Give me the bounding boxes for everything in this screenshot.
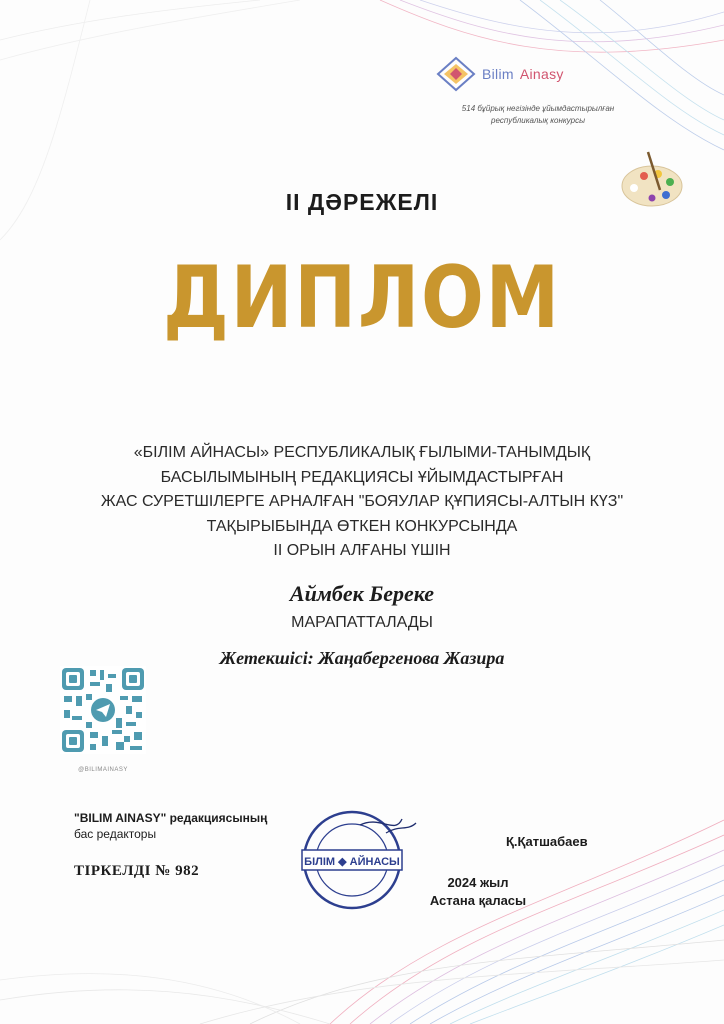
logo-text <box>482 66 564 82</box>
issue-city: Астана қаласы <box>429 893 527 908</box>
supervisor-name: Жетекшісі: Жаңабергенова Жазира <box>219 648 505 668</box>
diploma-degree: II ДӘРЕЖЕЛІ <box>285 189 439 215</box>
qr-code[interactable] <box>60 666 146 754</box>
award-description-line: II ОРЫН АЛҒАНЫ ҮШІН <box>273 542 451 559</box>
qr-caption: @BILIMAINASY <box>78 767 128 773</box>
chief-editor-title <box>74 810 267 842</box>
registration-number: ТІРКЕЛДІ № 982 <box>74 863 200 879</box>
award-description-line: ЖАС СУРЕТШІЛЕРГЕ АРНАЛҒАН "БОЯУЛАР ҚҰПИЯСЫ-АЛТЫН КҮЗ" <box>100 493 624 510</box>
bilim-ainasy-logo <box>436 56 564 92</box>
contest-note-line: республикалық конкурсы <box>491 116 585 125</box>
issue-year: 2024 жыл <box>447 875 509 890</box>
chief-editor-title-line: "BILIM AINASY" редакциясының <box>74 811 268 825</box>
official-stamp <box>290 805 420 915</box>
award-description-line: ТАҚЫРЫБЫНДА ӨТКЕН КОНКУРСЫНДА <box>206 517 518 535</box>
awardee-name: Аймбек Береке <box>289 581 435 606</box>
award-description <box>40 441 684 564</box>
chief-editor-title-line: бас редакторы <box>74 827 157 841</box>
logo-word-ainasy: Ainasy <box>519 66 564 82</box>
diploma-title: ДИПЛОМ <box>163 248 561 348</box>
contest-note-line: 514 бұйрық негізінде ұйымдастырылған <box>461 104 615 113</box>
date-place <box>418 874 538 910</box>
stamp-text: БІЛІМ ◆ АЙНАСЫ <box>304 856 400 868</box>
logo-mark-icon <box>436 56 476 92</box>
logo-word-bilim: Bilim <box>482 66 514 82</box>
awarded-label: МАРАПАТТАЛАДЫ <box>291 614 433 631</box>
award-description-line: «БІЛІМ АЙНАСЫ» РЕСПУБЛИКАЛЫҚ ҒЫЛЫМИ-ТАНЫМДЫҚ <box>133 444 591 461</box>
award-description-line: БАСЫЛЫМЫНЫҢ РЕДАКЦИЯСЫ ҰЙЫМДАСТЫРҒАН <box>160 468 564 486</box>
contest-note <box>420 103 656 127</box>
chief-editor-name: Қ.Қатшабаев <box>506 834 588 849</box>
